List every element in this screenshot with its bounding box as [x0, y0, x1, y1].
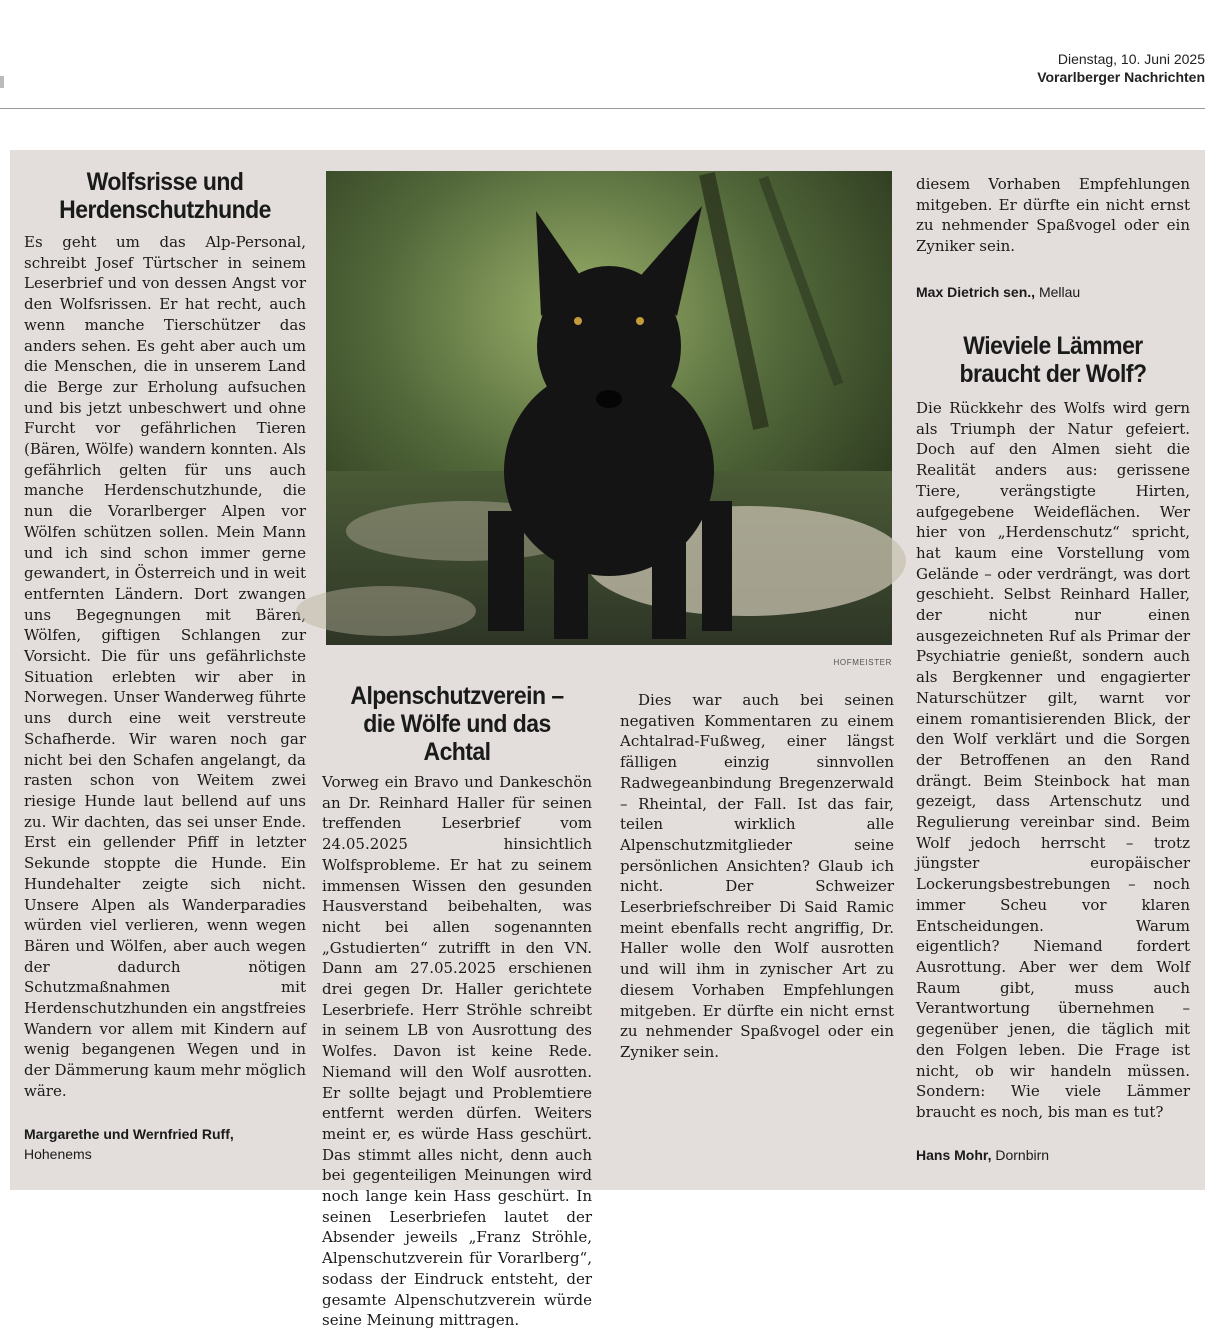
letter-column-3 — [620, 690, 894, 1160]
letter-continuation-text: diesem Vorhaben Empfehlungen mitgeben. Er dürfte ein nicht ernst zu nehmender Spaßvogel oder ein Zyniker sein. — [916, 175, 1190, 256]
letter-column-2 — [322, 682, 592, 1330]
headline-alpenschutzverein: Alpenschutzverein – die Wölfe und das Achtal — [350, 682, 564, 766]
newspaper-name: Vorarlberger Nachrichten — [1037, 69, 1205, 85]
author-place: Dornbirn — [995, 1146, 1050, 1163]
issue-date: Dienstag, 10. Juni 2025 — [1057, 51, 1205, 67]
letter-body-alpenschutzverein-part-1: Vorweg ein Bravo und Dankeschön an Dr. Reinhard Haller für seinen treffenden Leserbrief vom 24.05.2025 hinsichtlich Wolfsprobleme. Er hat zu seinem immensen Wissen den gesunden Hausverstand beibehalten, was nicht bei allen sogenannten „Gstudierten“ zutrifft in den VN. Dann am 27.05.2025 erschienen drei gegen Dr. Haller gerichtete Leserbriefe. Herr Ströhle schreibt in seinem LB von Ausrottung des Wolfes. Davon ist keine Rede. Niemand will den Wolf ausrotten. Er sollte bejagt und Problemtiere entfernt werden dürfen. Weiters meint er, es würde Hass geschürt. Das stimmt alles nicht, denn auch bei gegenteiligen Meinungen wird noch lange kein Hass geschürt. In seinen Leserbriefen lautet der Absender jeweils „Franz Ströhle, Alpenschutzverein für Vorarlberg“, sodass der Eindruck entsteht, der gesamte Alpenschutzverein würde seine Meinung mittragen. — [322, 773, 592, 1330]
author-name: Max Dietrich sen., — [916, 284, 1036, 300]
signature-mohr — [916, 1145, 1190, 1165]
letter-body-laemmer: Die Rückkehr des Wolfs wird gern als Triumph der Natur gefeiert. Doch auf den Almen sieht die Realität anders aus: gerissene Tiere, verängstigte Hirten, aufgegebene Weideflächen. Wer hier von „Herdenschutz“ spricht, hat kaum eine Vorstellung vom Gelände – oder verdrängt, was dort geschieht. Selbst Reinhard Haller, der nicht nur einen ausgezeichneten Ruf als Primar der Psychiatrie genießt, sondern auch als Bergkenner und engagierter Naturschützer gilt, warnt vor einem romantisierenden Blick, der den Wolf verklärt und die Sorgen der Betroffenen an den Rand drängt. Beim Steinbock hat man gezeigt, dass Artenschutz und Regulierung vereinbar sind. Beim Wolf jedoch herrscht – trotz jüngster europäischer Lockerungsbestrebungen – noch immer Scheu vor klaren Entscheidungen. Warum eigentlich? Niemand fordert Ausrottung. Aber wer dem Wolf Raum gibt, muss auch Verantwortung übernehmen – gegenüber jenen, die täglich mit den Folgen leben. Die Frage ist nicht, ob wir handeln müssen. Sondern: Wie viele Lämmer braucht es noch, bis man es tut? — [916, 399, 1190, 1121]
letters-panel — [10, 150, 1205, 1330]
author-place: Mellau — [1038, 284, 1081, 300]
signature-ruff — [24, 1124, 306, 1164]
header-rule — [0, 108, 1205, 109]
masthead — [1037, 50, 1205, 86]
headline-laemmer: Wieviele Lämmer braucht der Wolf? — [959, 332, 1147, 388]
photo-credit: HOFMEISTER — [833, 658, 892, 667]
letter-body-alpenschutzverein-part-2: Dies war auch bei seinen negativen Kommentaren zu einem Achtalrad-Fußweg, einer längst fälligen einzig sinnvollen Radwegeanbindung Bregenzerwald – Rheintal, der Fall. Ist das fair, teilen wirklich alle Alpenschutzmitglieder seine persönlichen Ansichten? Glaub ich nicht. Der Schweizer Leserbriefschreiber Di Said Ramic meint ebenfalls recht angriffig, Dr. Haller wolle den Wolf ausrotten und will ihm in zynischer Art zu diesem Vorhaben Empfehlungen mitgeben. Er dürfte ein nicht ernst zu nehmender Spaßvogel oder ein Zyniker sein. — [620, 691, 894, 1061]
author-name: Margarethe und Wernfried Ruff, — [24, 1125, 234, 1142]
letter-column-4 — [916, 150, 1190, 1165]
wolf-photo — [326, 171, 892, 645]
page-edge-mark — [0, 76, 4, 88]
signature-dietrich — [916, 282, 1190, 302]
author-name: Hans Mohr, — [916, 1146, 992, 1163]
author-place: Hohenems — [24, 1145, 92, 1162]
letter-column-1 — [24, 150, 306, 1164]
headline-wolfsrisse: Wolfsrisse und Herdenschutzhunde — [59, 168, 271, 224]
letter-continuation — [916, 174, 1190, 260]
letter-body-wolfsrisse: Es geht um das Alp-Personal, schreibt Josef Türtscher in seinem Leserbrief und von dessen Angst vor den Wolfsrissen. Er hat recht, auch wenn manche Tierschützer das anders sehen. Es geht aber auch um die Menschen, die in unserem Land die Berge zur Erholung aufsuchen und bis jetzt unbeschwert und ohne Furcht vor gefährlichen Tieren (Bären, Wölfe) wandern konnten. Als gefährlich gelten für uns auch manche Herdenschutzhunde, die nun die Vorarlberger Alpen vor Wölfen schützen sollen. Mein Mann und ich sind schon immer gerne gewandert, in Österreich und in weit entfernten Ländern. Dort zwangen uns Begegnungen mit Bären, Wölfen, giftigen Schlangen zur Vorsicht. Die für uns gefährlichste Situation erlebten wir aber in Norwegen. Unser Wanderweg führte uns durch eine weit verstreute Schafherde. Wir waren noch gar nicht bei den Schafen angelangt, da rasten schon von Weitem zwei riesige Hunde laut bellend auf uns zu. Wir dachten, das sei unser Ende. Erst ein gellender Pfiff in letzter Sekunde stoppte die Hunde. Ein Hundehalter zeigte sich nicht. Unsere Alpen als Wanderparadies würden viel verlieren, wenn wegen Bären und Wölfen, aber auch wegen der dadurch nötigen Schutzmaßnahmen mit Herdenschutzhunden ein angstfreies Wandern vor allem mit Kindern auf wenig begangenen Wegen und in der Dämmerung kaum mehr möglich wäre. — [24, 233, 306, 1100]
